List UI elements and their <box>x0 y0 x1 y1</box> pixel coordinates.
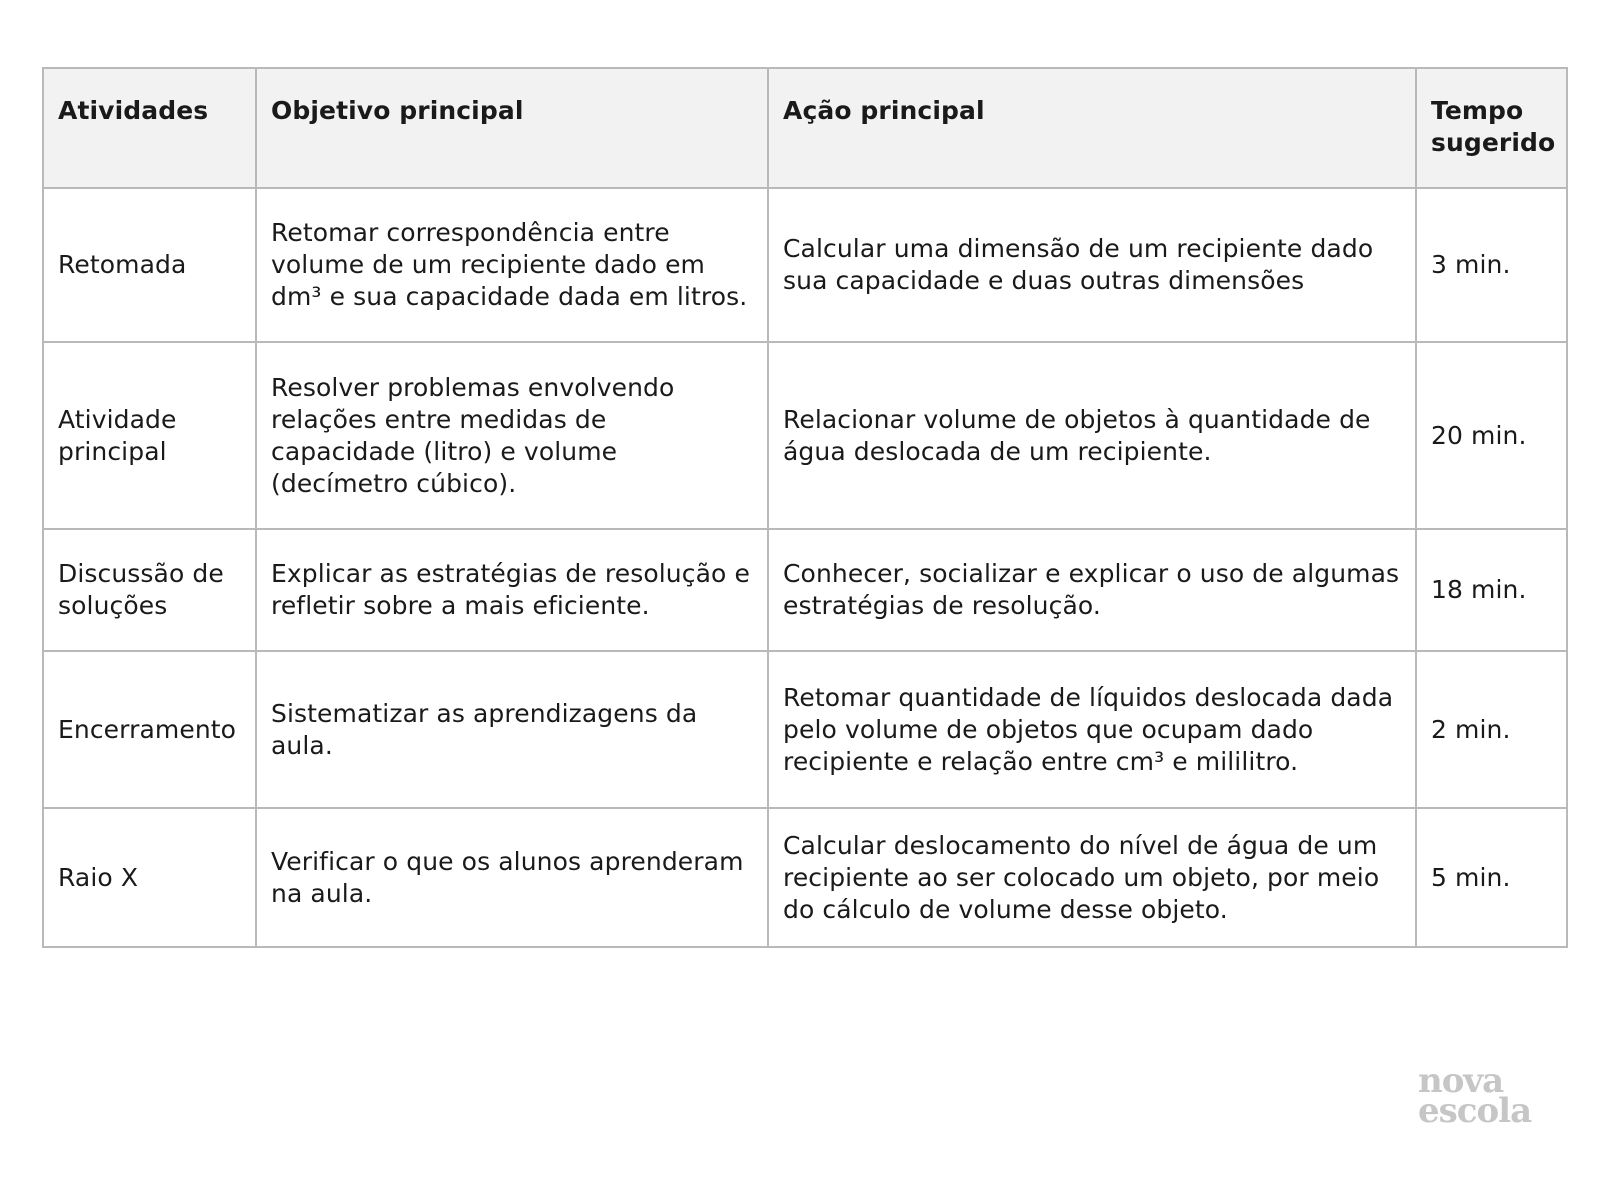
cell-time: 20 min. <box>1416 342 1567 529</box>
header-activities: Atividades <box>43 68 256 188</box>
cell-time: 2 min. <box>1416 651 1567 808</box>
cell-objective: Sistematizar as aprendizagens da aula. <box>256 651 768 808</box>
table-row <box>43 529 1567 651</box>
cell-activity: Encerramento <box>43 651 256 808</box>
header-time <box>1416 68 1567 188</box>
header-row <box>43 68 1567 188</box>
cell-activity: Discussão de soluções <box>43 529 256 651</box>
cell-action: Calcular uma dimensão de um recipiente dado sua capacidade e duas outras dimensões <box>768 188 1416 342</box>
cell-time: 18 min. <box>1416 529 1567 651</box>
table-row <box>43 651 1567 808</box>
cell-action: Retomar quantidade de líquidos deslocada dada pelo volume de objetos que ocupam dado recipiente e relação entre cm³ e mililitro. <box>768 651 1416 808</box>
lesson-plan-table <box>42 67 1568 948</box>
cell-action: Calcular deslocamento do nível de água de um recipiente ao ser colocado um objeto, por meio do cálculo de volume desse objeto. <box>768 808 1416 947</box>
cell-objective: Explicar as estratégias de resolução e refletir sobre a mais eficiente. <box>256 529 768 651</box>
table-row <box>43 342 1567 529</box>
cell-activity: Retomada <box>43 188 256 342</box>
logo-line-escola: escola <box>1418 1091 1532 1131</box>
cell-activity: Raio X <box>43 808 256 947</box>
header-objective: Objetivo principal <box>256 68 768 188</box>
header-action: Ação principal <box>768 68 1416 188</box>
cell-activity: Atividade principal <box>43 342 256 529</box>
cell-action: Conhecer, socializar e explicar o uso de algumas estratégias de resolução. <box>768 529 1416 651</box>
table-row <box>43 808 1567 947</box>
logo-line-nova: nova <box>1418 1061 1504 1101</box>
cell-objective: Verificar o que os alunos aprenderam na aula. <box>256 808 768 947</box>
nova-escola-logo <box>1418 1061 1538 1131</box>
cell-time: 3 min. <box>1416 188 1567 342</box>
table-body <box>43 188 1567 947</box>
header-time-line1: Tempo <box>1431 96 1524 125</box>
table-header <box>43 68 1567 188</box>
table-row <box>43 188 1567 342</box>
cell-action: Relacionar volume de objetos à quantidade de água deslocada de um recipiente. <box>768 342 1416 529</box>
cell-objective: Retomar correspondência entre volume de um recipiente dado em dm³ e sua capacidade dada em litros. <box>256 188 768 342</box>
cell-time: 5 min. <box>1416 808 1567 947</box>
header-time-line2: sugerido <box>1431 128 1556 157</box>
cell-objective: Resolver problemas envolvendo relações entre medidas de capacidade (litro) e volume (decímetro cúbico). <box>256 342 768 529</box>
